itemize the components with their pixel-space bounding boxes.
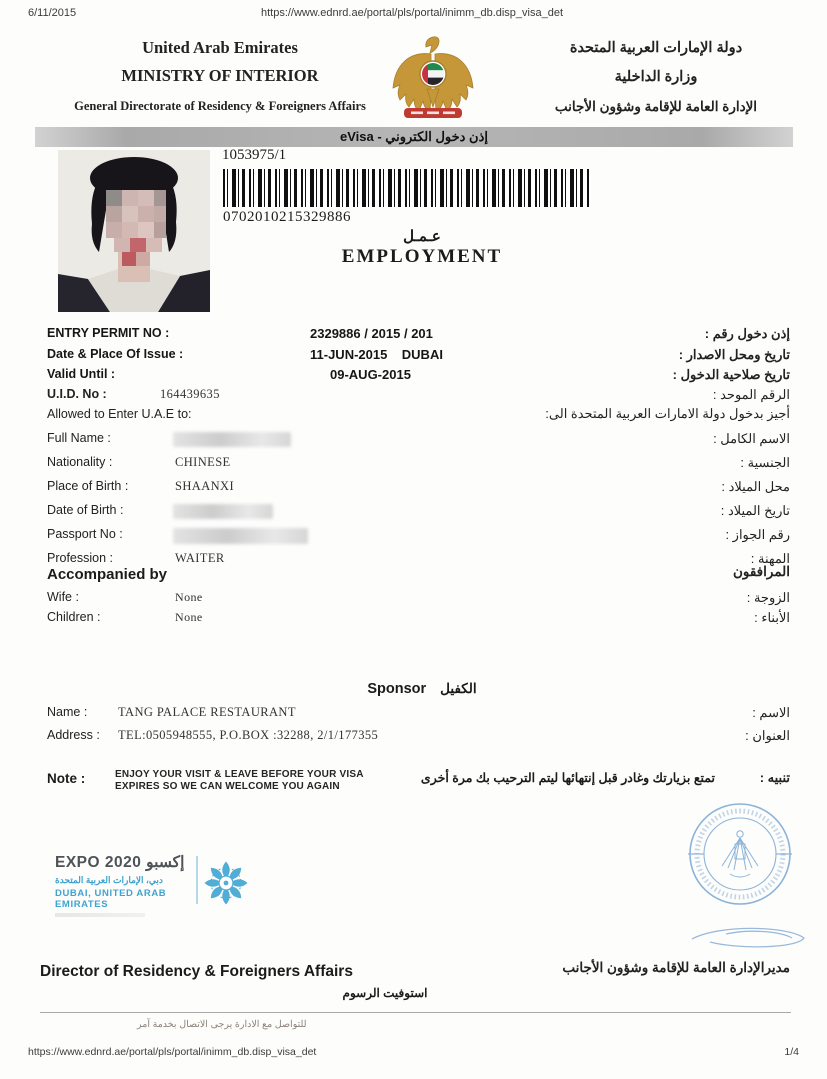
wife-value: None [175, 590, 203, 604]
date-of-birth-label-ar: تاريخ الميلاد : [720, 503, 790, 518]
issue-label-en: Date & Place Of Issue : [47, 347, 184, 361]
sponsor-address-label-en: Address : [47, 728, 100, 742]
fees-collected-ar: استوفيت الرسوم [342, 986, 428, 1000]
header-directorate-ar: الإدارة العامة للإقامة وشؤون الأجانب [554, 99, 758, 114]
place-of-birth-value: SHAANXI [175, 479, 235, 493]
expo-subtitle-ar: دبي، الإمارات العربية المتحدة [55, 875, 163, 885]
sponsor-address-label-ar: العنوان : [745, 728, 790, 743]
print-url: https://www.ednrd.ae/portal/pls/portal/inimm_db.disp_visa_det [260, 7, 564, 19]
note-label-ar: تنبيه : [759, 770, 790, 785]
wife-label-en: Wife : [47, 590, 79, 604]
uid-label-en: U.I.D. No : [47, 387, 107, 401]
note-text-en-line1: ENJOY YOUR VISIT & LEAVE BEFORE YOUR VISA [115, 769, 364, 780]
entry-permit-label-ar: إذن دخول رقم : [704, 326, 790, 341]
visa-barcode-number: 0702010215329886 [223, 209, 351, 225]
full-name-label-ar: الاسم الكامل : [713, 431, 790, 446]
header-ministry-en: MINISTRY OF INTERIOR [121, 66, 319, 85]
nationality-label-ar: الجنسية : [740, 455, 790, 470]
passport-label-ar: رقم الجواز : [725, 527, 790, 542]
header-ministry-ar: وزارة الداخلية [614, 69, 698, 85]
visa-barcode-icon [223, 169, 590, 207]
date-of-birth-value-redacted [173, 504, 273, 519]
sponsor-section-title [367, 681, 476, 697]
passport-value-redacted [173, 528, 308, 544]
children-label-en: Children : [47, 610, 101, 624]
entry-permit-label-en: ENTRY PERMIT NO : [47, 326, 170, 340]
expo-2020-logo [55, 853, 190, 917]
passport-label-en: Passport No : [47, 527, 123, 541]
expo-logo-divider [196, 856, 198, 904]
uid-value: 164439635 [160, 387, 220, 401]
profession-value: WAITER [175, 551, 225, 565]
full-name-value-redacted [173, 432, 291, 447]
header-country-en: United Arab Emirates [142, 38, 298, 57]
director-signature-icon [692, 928, 804, 946]
note-text-en [115, 769, 385, 793]
place-of-birth-label-en: Place of Birth : [47, 479, 129, 493]
nationality-value: CHINESE [175, 455, 231, 469]
nationality-label-en: Nationality : [47, 455, 113, 469]
valid-until-value: 09-AUG-2015 [330, 367, 411, 382]
allowed-label-ar: أجيز بدخول دولة الامارات العربية المتحدة الى: [545, 406, 790, 421]
footer-url: https://www.ednrd.ae/portal/pls/portal/inimm_db.disp_visa_det [28, 1046, 317, 1058]
director-title-en: Director of Residency & Foreigners Affairs [40, 963, 353, 980]
note-label-en: Note : [47, 771, 86, 786]
sponsor-title-ar: الكفيل [440, 681, 477, 696]
place-of-birth-label-ar: محل الميلاد : [721, 479, 790, 494]
visa-category-en: EMPLOYMENT [341, 246, 503, 267]
expo-title: EXPO 2020 إكسبو [55, 854, 185, 871]
header-directorate-en: General Directorate of Residency & Foreigners Affairs [74, 99, 366, 113]
expo-2020-rosette-icon [203, 860, 249, 906]
entry-permit-value: 2329886 / 2015 / 201 [310, 326, 433, 341]
uae-coat-of-arms-icon [387, 31, 479, 123]
issue-value: 11-JUN-2015 DUBAI [310, 347, 443, 362]
issue-label-ar: تاريخ ومحل الاصدار : [678, 347, 790, 362]
sponsor-address-value: TEL:0505948555, P.O.BOX :32288, 2/1/177355 [118, 728, 379, 742]
sponsor-title-en: Sponsor [367, 681, 427, 697]
footer-page-indicator: 1/4 [784, 1046, 799, 1058]
accompanied-title-ar: المرافقون [732, 564, 790, 579]
visa-file-number: 1053975/1 [222, 147, 287, 163]
uid-label-ar: الرقم الموحد : [712, 387, 790, 402]
expo-subtitle-en: DUBAI, UNITED ARAB EMIRATES [55, 888, 167, 910]
allowed-label-en: Allowed to Enter U.A.E to: [47, 407, 192, 421]
expo-faint-line [55, 913, 145, 917]
header-country-ar: دولة الإمارات العربية المتحدة [569, 40, 743, 56]
sponsor-name-value: TANG PALACE RESTAURANT [118, 705, 296, 719]
children-label-ar: الأبناء : [754, 610, 790, 625]
valid-until-label-ar: تاريخ صلاحية الدخول : [672, 367, 790, 382]
profession-label-en: Profession : [47, 551, 114, 565]
date-of-birth-label-en: Date of Birth : [47, 503, 124, 517]
ministry-round-stamp-icon [668, 792, 818, 960]
footer-divider [40, 1012, 791, 1013]
children-value: None [175, 610, 203, 624]
evisa-banner: eVisa - إذن دخول الكتروني [35, 127, 793, 147]
visa-category-ar: عـمـل [403, 228, 441, 245]
full-name-label-en: Full Name : [47, 431, 111, 445]
contact-note-ar: للتواصل مع الادارة يرجى الاتصال بخدمة آمر [137, 1019, 307, 1030]
note-text-ar: تمتع بزيارتك وغادر قبل إنتهائها ليتم الترحيب بك مرة أخرى [420, 771, 715, 785]
wife-label-ar: الزوجة : [746, 590, 790, 605]
applicant-photo [58, 150, 210, 312]
director-title-ar: مديرالإدارة العامة للإقامة وشؤون الأجانب [562, 960, 790, 975]
profession-label-ar: المهنة : [750, 551, 790, 566]
print-date: 6/11/2015 [28, 7, 77, 19]
valid-until-label-en: Valid Until : [47, 367, 116, 381]
sponsor-name-label-ar: الاسم : [752, 705, 790, 720]
accompanied-title-en: Accompanied by [47, 566, 168, 583]
sponsor-name-label-en: Name : [47, 705, 88, 719]
note-text-en-line2: EXPIRES SO WE CAN WELCOME YOU AGAIN [115, 781, 340, 792]
